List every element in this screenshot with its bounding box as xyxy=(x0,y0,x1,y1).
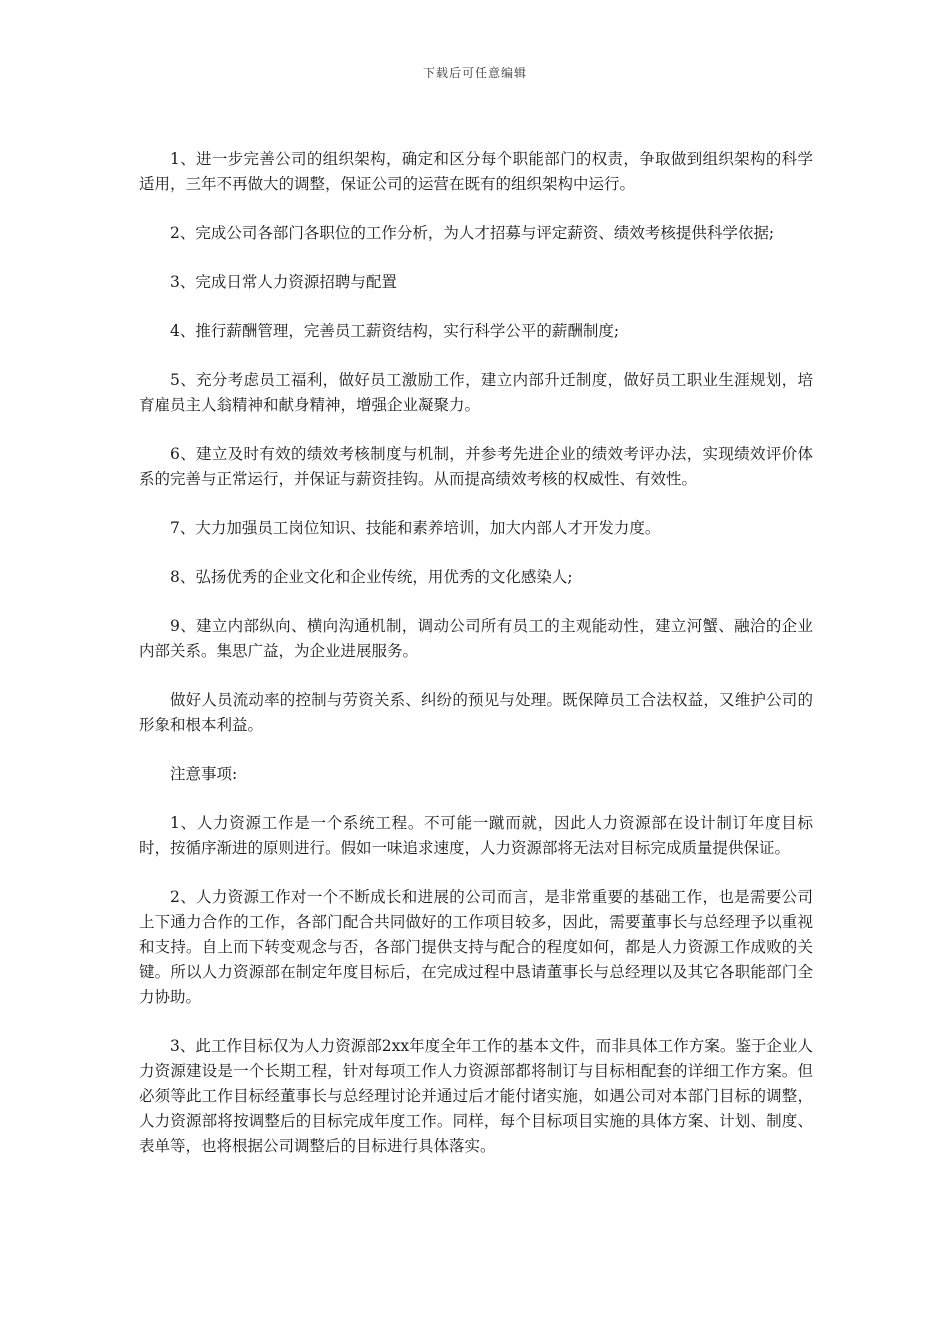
note-paragraph-1: 1、人力资源工作是一个系统工程。不可能一蹴而就，因此人力资源部在设计制订年度目标时，按循序渐进的原则进行。假如一味追求速度，人力资源部将无法对目标完成质量提供保证。 xyxy=(139,814,813,857)
goal-paragraph-2: 2、完成公司各部门各职位的工作分析，为人才招募与评定薪资、绩效考核提供科学依据; xyxy=(170,224,775,242)
document-body xyxy=(139,147,813,1183)
note-paragraph-2: 2、人力资源工作对一个不断成长和进展的公司而言，是非常重要的基础工作，也是需要公司上下通力合作的工作，各部门配合共同做好的工作项目较多，因此，需要董事长与总经理予以重视和支持。自上而下转变观念与否，各部门提供支持与配合的程度如何，都是人力资源工作成败的关键。所以人力资源部在制定年度目标后，在完成过程中恳请董事长与总经理以及其它各职能部门全力协助。 xyxy=(139,888,813,1006)
page-header: 下载后可任意编辑 xyxy=(422,66,527,80)
goal-paragraph-1: 1、进一步完善公司的组织架构，确定和区分每个职能部门的权责，争取做到组织架构的科学适用，三年不再做大的调整，保证公司的运营在既有的组织架构中运行。 xyxy=(139,150,813,193)
goal-paragraph-9: 9、建立内部纵向、横向沟通机制，调动公司所有员工的主观能动性，建立河蟹、融洽的企业内部关系。集思广益，为企业进展服务。 xyxy=(139,617,813,660)
goal-paragraph-5: 5、充分考虑员工福利，做好员工激励工作，建立内部升迁制度，做好员工职业生涯规划，培育雇员主人翁精神和献身精神，增强企业凝聚力。 xyxy=(139,371,813,414)
goal-paragraph-8: 8、弘扬优秀的企业文化和企业传统，用优秀的文化感染人; xyxy=(170,568,573,586)
goal-paragraph-7: 7、大力加强员工岗位知识、技能和素养培训，加大内部人才开发力度。 xyxy=(170,519,661,537)
notes-heading: 注意事项: xyxy=(170,765,238,783)
summary-paragraph: 做好人员流动率的控制与劳资关系、纠纷的预见与处理。既保障员工合法权益，又维护公司的形象和根本利益。 xyxy=(139,691,813,734)
goal-paragraph-6: 6、建立及时有效的绩效考核制度与机制，并参考先进企业的绩效考评办法，实现绩效评价体系的完善与正常运行，并保证与薪资挂钩。从而提高绩效考核的权威性、有效性。 xyxy=(139,445,813,488)
goal-paragraph-3: 3、完成日常人力资源招聘与配置 xyxy=(170,273,397,291)
note-paragraph-3: 3、此工作目标仅为人力资源部2xx年度全年工作的基本文件，而非具体工作方案。鉴于企业人力资源建设是一个长期工程，针对每项工作人力资源部都将制订与目标相配套的详细工作方案。但必须等此工作目标经董事长与总经理讨论并通过后才能付诸实施，如遇公司对本部门目标的调整，人力资源部将按调整后的目标完成年度工作。同样，每个目标项目实施的具体方案、计划、制度、表单等，也将根据公司调整后的目标进行具体落实。 xyxy=(139,1037,813,1155)
goal-paragraph-4: 4、推行薪酬管理，完善员工薪资结构，实行科学公平的薪酬制度; xyxy=(170,322,620,340)
